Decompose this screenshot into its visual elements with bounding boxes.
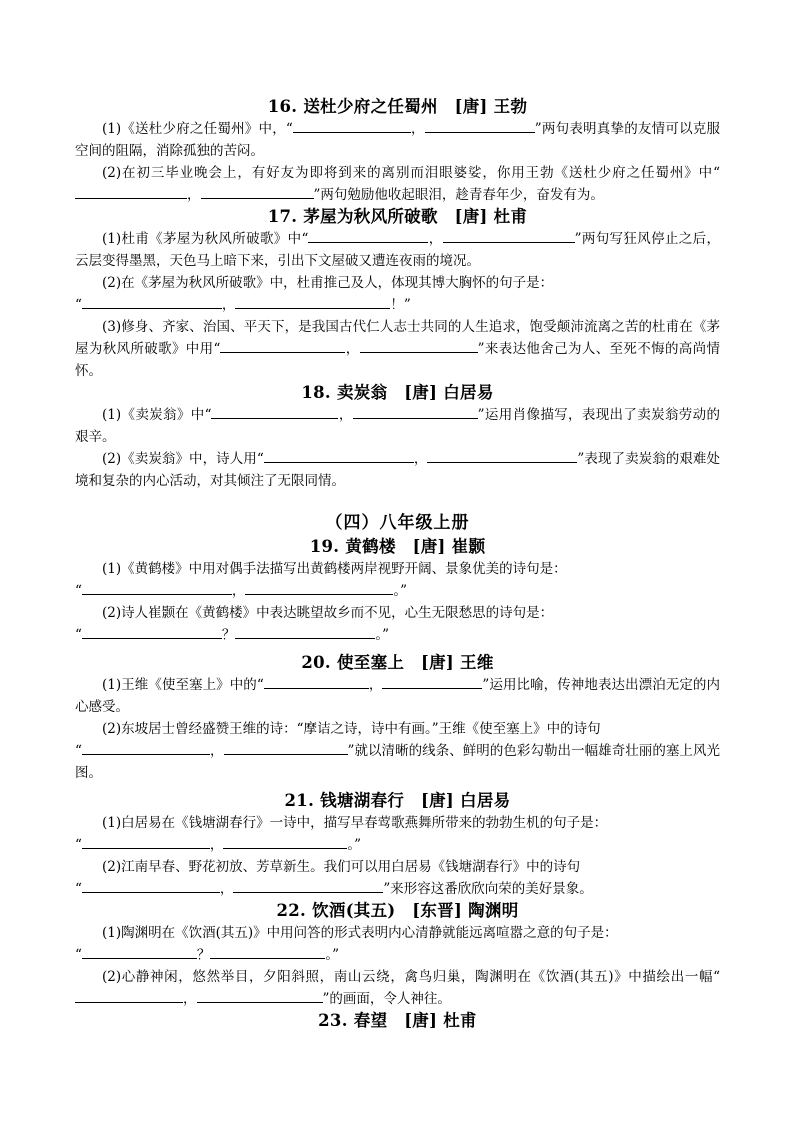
worksheet-page	[75, 96, 720, 1032]
answer-blank[interactable]	[82, 834, 210, 849]
answer-line-20-2: “ ， ”就以清晰的线条、鲜明的色彩勾勒出一幅雄奇壮丽的塞上风光图。	[75, 740, 720, 784]
answer-blank[interactable]	[197, 988, 323, 1003]
question-16-1: (1)《送杜少府之任蜀州》中，“ ， ”两句表明真挚的友情可以克服空间的阻隔，消除孤独的苦闷。	[75, 118, 720, 162]
poem-title-16: 16. 送杜少府之任蜀州 [唐] 王勃	[267, 97, 528, 116]
answer-blank[interactable]	[235, 294, 390, 309]
answer-line-17-2: “ ， ！”	[75, 294, 720, 316]
answer-line-21-1: “ ， 。”	[75, 834, 720, 856]
answer-blank[interactable]	[210, 944, 325, 959]
poem-title-23: 23. 春望 [唐] 杜甫	[318, 1011, 477, 1030]
question-17-1: (1)杜甫《茅屋为秋风所破歌》中“ ， ”两句写狂风停止之后，云层变得墨黑，天色马上暗下来，引出下文屋破又遭连夜雨的境况。	[75, 228, 720, 272]
question-17-2: (2)在《茅屋为秋风所破歌》中，杜甫推己及人，体现其博大胸怀的句子是：	[102, 275, 554, 291]
question-18-2: (2)《卖炭翁》中，诗人用“ ， ”表现了卖炭翁的艰难处境和复杂的内心活动，对其倾注了无限同情。	[75, 448, 720, 492]
question-20-1: (1)王维《使至塞上》中的“ ， ”运用比喻，传神地表达出漂泊无定的内心感受。	[75, 674, 720, 718]
answer-blank[interactable]	[443, 228, 575, 243]
answer-blank[interactable]	[201, 184, 314, 199]
answer-blank[interactable]	[353, 404, 478, 419]
question-22-2: (2)心静神闲，悠然举目，夕阳斜照，南山云绕，禽鸟归巢，陶渊明在《饮酒(其五)》中描绘出一幅“， ”的画面，令人神往。	[75, 966, 720, 1010]
answer-blank[interactable]	[308, 228, 428, 243]
answer-blank[interactable]	[220, 338, 345, 353]
answer-blank[interactable]	[211, 404, 338, 419]
answer-blank[interactable]	[75, 988, 183, 1003]
question-20-2: (2)东坡居士曾经盛赞王维的诗：“摩诘之诗，诗中有画。”王维《使至塞上》中的诗句	[102, 721, 601, 737]
question-17-3: (3)修身、齐家、治国、平天下，是我国古代仁人志士共同的人生追求，饱受颠沛流离之苦的杜甫在《茅屋为秋风所破歌》中用“ ， ”来表达他舍己为人、至死不悔的高尚情怀。	[75, 319, 720, 379]
answer-blank[interactable]	[75, 184, 187, 199]
question-21-1: (1)白居易在《钱塘湖春行》一诗中，描写早春莺歌燕舞所带来的勃勃生机的句子是：	[102, 815, 608, 831]
question-16-2: (2)在初三毕业晚会上，有好友为即将到来的离别而泪眼婆娑，你用王勃《送杜少府之任蜀州》中“， ”两句勉励他收起眼泪，趁青春年少，奋发有为。	[75, 162, 720, 206]
poem-title-22: 22. 饮酒(其五) [东晋] 陶渊明	[276, 901, 519, 920]
poem-title-19: 19. 黄鹤楼 [唐] 崔颢	[309, 537, 486, 556]
question-21-2: (2)江南早春、野花初放、芳草新生。我们可以用白居易《钱塘湖春行》中的诗句	[102, 859, 581, 875]
poem-title-21: 21. 钱塘湖春行 [唐] 白居易	[284, 791, 511, 810]
question-19-2: (2)诗人崔颢在《黄鹤楼》中表达眺望故乡而不见，心生无限愁思的诗句是：	[102, 605, 554, 621]
answer-blank[interactable]	[264, 674, 369, 689]
answer-blank[interactable]	[82, 740, 210, 755]
answer-blank[interactable]	[224, 740, 348, 755]
poem-title-17: 17. 茅屋为秋风所破歌 [唐] 杜甫	[267, 207, 528, 226]
question-18-1: (1)《卖炭翁》中“ ， ”运用肖像描写，表现出了卖炭翁劳动的艰辛。	[75, 404, 720, 448]
answer-blank[interactable]	[425, 118, 535, 133]
answer-blank[interactable]	[82, 878, 220, 893]
answer-blank[interactable]	[235, 624, 375, 639]
question-22-1: (1)陶渊明在《饮酒(其五)》中用问答的形式表明内心清静就能远离喧嚣之意的句子是：	[102, 925, 618, 941]
answer-line-22-1: “ ？ 。”	[75, 944, 720, 966]
answer-blank[interactable]	[82, 294, 222, 309]
answer-blank[interactable]	[82, 580, 232, 595]
answer-blank[interactable]	[82, 624, 222, 639]
answer-blank[interactable]	[82, 944, 197, 959]
answer-line-19-1: “ ， 。”	[75, 580, 720, 602]
answer-blank[interactable]	[233, 878, 383, 893]
poem-title-20: 20. 使至塞上 [唐] 王维	[301, 653, 494, 672]
answer-line-19-2: “ ？ 。”	[75, 624, 720, 646]
answer-line-21-2: “ ， ”来形容这番欣欣向荣的美好景象。	[75, 878, 720, 900]
question-19-1: (1)《黄鹤楼》中用对偶手法描写出黄鹤楼两岸视野开阔、景象优美的诗句是：	[102, 561, 567, 577]
answer-blank[interactable]	[264, 448, 414, 463]
answer-blank[interactable]	[245, 580, 393, 595]
answer-blank[interactable]	[360, 338, 478, 353]
section-heading: （四）八年级上册	[325, 513, 470, 533]
answer-blank[interactable]	[293, 118, 411, 133]
answer-blank[interactable]	[223, 834, 347, 849]
answer-blank[interactable]	[427, 448, 577, 463]
answer-blank[interactable]	[382, 674, 482, 689]
poem-title-18: 18. 卖炭翁 [唐] 白居易	[301, 383, 494, 402]
